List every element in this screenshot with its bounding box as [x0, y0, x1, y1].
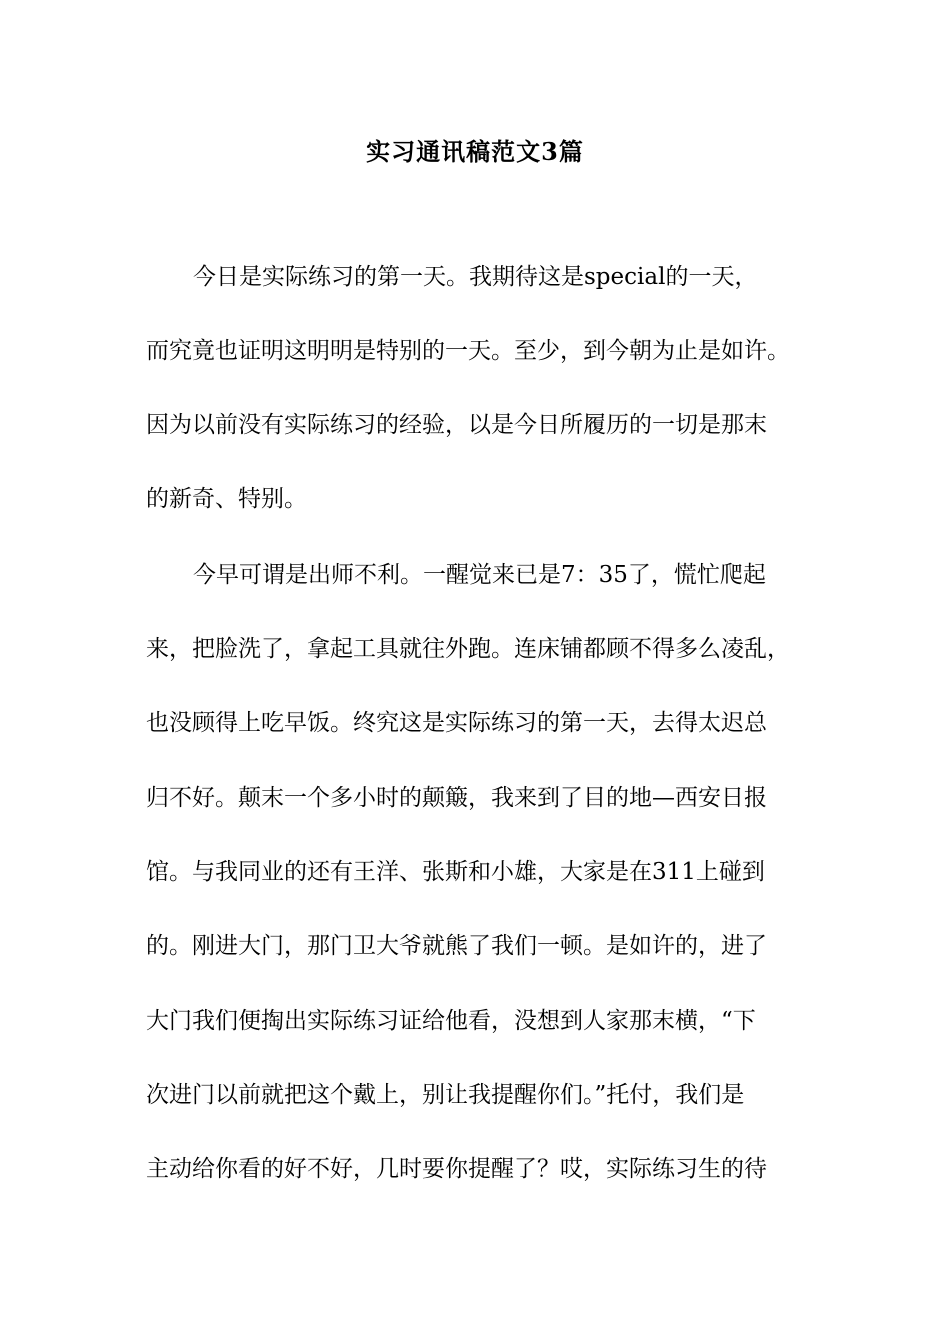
paragraph-line: 大门我们便掏出实际练习证给他看，没想到人家那末横，“下 — [146, 1008, 756, 1034]
paragraph-line: 因为以前没有实际练习的经验，以是今日所履历的一切是那末 — [146, 412, 767, 438]
document-title: 实习通讯稿范文3篇 — [366, 137, 584, 166]
paragraph-line: 主动给你看的好不好，几时要你提醒了？哎，实际练习生的待 — [146, 1156, 767, 1182]
paragraph-line: 归不好。颠末一个多小时的颠簸，我来到了目的地—西安日报 — [146, 785, 767, 811]
paragraph-line: 来，把脸洗了，拿起工具就往外跑。连床铺都顾不得多么凌乱， — [146, 636, 790, 662]
paragraph-line: 馆。与我同业的还有王洋、张斯和小雄，大家是在311上碰到 — [146, 859, 765, 885]
paragraph-line: 而究竟也证明这明明是特别的一天。至少，到今朝为止是如许。 — [146, 338, 790, 364]
paragraph-line: 的。刚进大门，那门卫大爷就熊了我们一顿。是如许的，进了 — [146, 933, 767, 959]
paragraph-line: 也没顾得上吃早饭。终究这是实际练习的第一天，去得太迟总 — [146, 710, 767, 736]
paragraph-line: 今早可谓是出师不利。一醒觉来已是7：35了，慌忙爬起 — [193, 562, 766, 588]
paragraph-line: 的新奇、特别。 — [146, 486, 307, 512]
paragraph-line: 次进门以前就把这个戴上，别让我提醒你们。”托付，我们是 — [146, 1082, 745, 1108]
paragraph-line: 今日是实际练习的第一天。我期待这是special的一天， — [193, 264, 758, 290]
